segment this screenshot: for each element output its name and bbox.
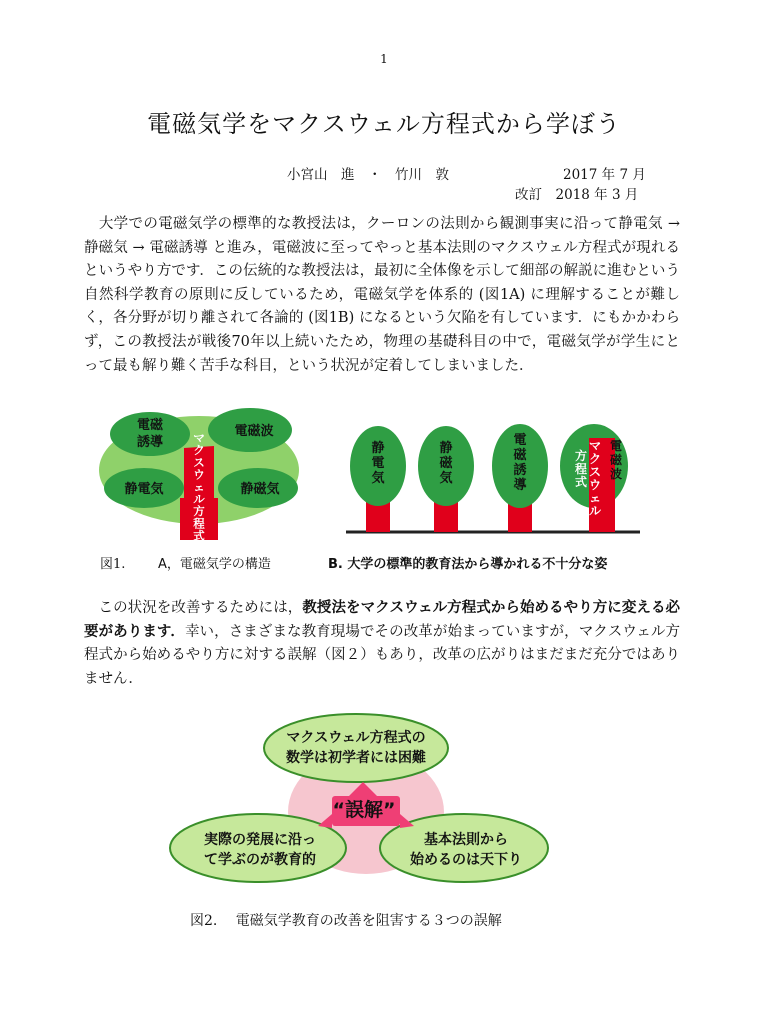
tree-b4-left-char: ス bbox=[588, 465, 602, 479]
tree-a-trunk-char: マ bbox=[193, 431, 205, 445]
tree-b3 bbox=[492, 424, 548, 532]
tree-b2-label bbox=[439, 440, 453, 486]
page-number: 1 bbox=[380, 52, 388, 66]
tree-a-trunk-char: 程 bbox=[193, 516, 205, 531]
tree-a-trunk-label bbox=[193, 431, 205, 543]
tree-b4-right-char: 磁 bbox=[609, 453, 623, 467]
tree-b1-char: 静 bbox=[371, 441, 385, 456]
tree-b4-right-char: 波 bbox=[609, 467, 623, 481]
tree-b4-left-char: マ bbox=[588, 439, 602, 453]
figure-1-caption-number: 図1. bbox=[100, 557, 126, 572]
misconception-top-line-1: マクスウェル方程式の bbox=[286, 730, 426, 746]
tree-a-trunk-char: ク bbox=[193, 443, 205, 458]
tree-a-trunk-char: ウ bbox=[193, 467, 205, 482]
paragraph-2 bbox=[84, 597, 680, 687]
tree-b2-char: 気 bbox=[439, 471, 453, 486]
tree-b4-left-char: ル bbox=[588, 504, 602, 518]
tree-b1-char: 電 bbox=[371, 456, 385, 471]
tree-b4-right-char: 電 bbox=[609, 439, 623, 453]
tree-b3-char: 誘 bbox=[513, 463, 527, 478]
tree-a-leaf-bl-text: 静電気 bbox=[124, 482, 164, 497]
tree-b1 bbox=[350, 426, 406, 532]
tree-b4-left-char: ェ bbox=[588, 491, 602, 505]
tree-b4-mid-char: 程 bbox=[574, 462, 588, 476]
paragraph-2-emphasis: 教授法をマクスウェル方程式から始めるやり方に変える必要があります． bbox=[84, 600, 681, 640]
tree-b4 bbox=[560, 424, 628, 532]
misconception-left-line-1: 実際の発展に沿っ bbox=[204, 832, 316, 848]
tree-b2-char: 静 bbox=[439, 441, 453, 456]
figure-2-caption: 図2. 電磁気学教育の改善を阻害する３つの誤解 bbox=[190, 913, 502, 929]
tree-a-leaf-tr-text: 電磁波 bbox=[234, 424, 274, 439]
misconception-left-line-2: て学ぶのが教育的 bbox=[204, 852, 316, 868]
figure-1-caption-a: A，電磁気学の構造 bbox=[158, 557, 271, 572]
tree-b3-label bbox=[513, 432, 527, 493]
date-revised: 改訂 2018 年 3 月 bbox=[515, 187, 639, 203]
paragraph-2-part-a: この状況を改善するためには， bbox=[84, 600, 303, 616]
tree-a bbox=[99, 408, 299, 543]
misconception-left bbox=[170, 814, 346, 882]
tree-a-trunk-char: 方 bbox=[193, 504, 205, 519]
tree-a-trunk-char: ル bbox=[193, 492, 205, 506]
tree-b3-char: 電 bbox=[513, 433, 527, 448]
tree-a-leaf-tl-text-1: 電磁 bbox=[136, 418, 164, 433]
document-title: 電磁気学をマクスウェル方程式から学ぼう bbox=[147, 110, 621, 138]
tree-a-trunk-char: 式 bbox=[193, 528, 205, 543]
misconception-right-line-2: 始めるのは天下り bbox=[410, 852, 522, 868]
figure-2 bbox=[160, 696, 580, 896]
tree-a-trunk-char: ス bbox=[193, 455, 205, 470]
tree-b4-mid-char: 式 bbox=[574, 475, 588, 489]
misconception-right-line-1: 基本法則から bbox=[424, 832, 508, 848]
tree-b3-char: 磁 bbox=[513, 448, 527, 463]
tree-b2 bbox=[418, 426, 474, 532]
tree-a-leaf-tl-text-2: 誘導 bbox=[136, 435, 164, 450]
paragraph-2-part-b: 幸い，さまざまな教育現場でその改革が始まっていますが，マクスウェル方程式から始めるやり方に対する誤解（図２）もあり，改革の広がりはまだまだ充分ではありません． bbox=[84, 623, 680, 687]
figure-1 bbox=[84, 400, 644, 550]
tree-b4-label bbox=[575, 438, 623, 518]
misconception-top bbox=[264, 714, 448, 782]
authors: 小宮山 進 ・ 竹川 敦 bbox=[287, 167, 449, 183]
tree-a-trunk-char: ェ bbox=[193, 479, 205, 494]
tree-b1-char: 気 bbox=[371, 471, 385, 486]
misconception-center-label: “誤解” bbox=[332, 799, 396, 821]
tree-b2-char: 磁 bbox=[439, 456, 453, 471]
tree-a-leaf-br-text: 静磁気 bbox=[240, 482, 280, 497]
date-original: 2017 年 7 月 bbox=[563, 167, 646, 183]
figure-1-caption-b: B. 大学の標準的教育法から導かれる不十分な姿 bbox=[328, 557, 608, 572]
tree-b1-label bbox=[371, 440, 384, 486]
tree-b4-left-char: ウ bbox=[588, 478, 602, 492]
paragraph-1: 大学での電磁気学の標準的な教授法は，クーロンの法則から観測事実に沿って静電気 → 静磁気 → 電磁誘導 と進み，電磁波に至ってやっと基本法則のマクスウェル方程式が現れるというやり方です．この伝統的な教授法は，最初に全体像を示して細部の解説に進むという自然科学教育の原則に反しているため，電磁気学を体系的 (図1A) に理解することが難しく，各分野が切り離されて各論的 (図1B) になるという欠陥を有しています．にもかかわらず，この教授法が戦後70年以上続いたため，物理の基礎科目の中で，電磁気学が学生にとって最も解り難く苦手な科目，という状況が定着してしまいました． bbox=[84, 216, 680, 374]
tree-b3-char: 導 bbox=[513, 478, 527, 493]
tree-b4-mid-char: 方 bbox=[574, 449, 588, 463]
tree-b4-left-char: ク bbox=[588, 452, 602, 466]
misconception-top-line-2: 数学は初学者には困難 bbox=[286, 750, 426, 766]
